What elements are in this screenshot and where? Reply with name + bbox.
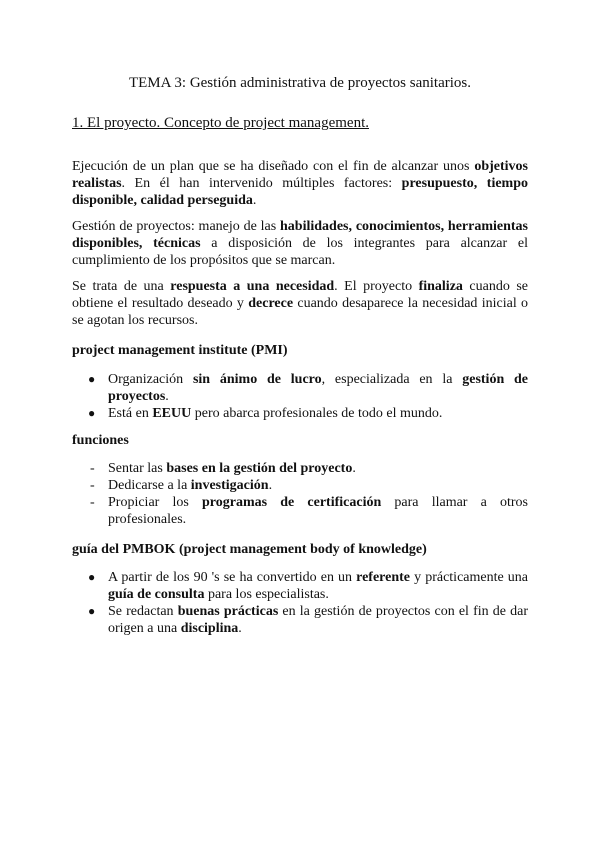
bullet-marker: ● (88, 406, 96, 420)
list-item (72, 569, 528, 603)
list-item (72, 603, 528, 637)
section-title: 1. El proyecto. Concepto de project management. (72, 115, 369, 131)
paragraph-project-definition (72, 158, 528, 209)
text-segment: decrece (248, 296, 294, 311)
pmbok-list (72, 569, 528, 637)
text-segment: cuando desaparece la necesidad inicial o se agotan los recursos. (72, 296, 529, 328)
heading-pmbok: guía del PMBOK (project management body of knowledge) (72, 542, 427, 557)
text-segment: finaliza (418, 279, 463, 294)
text-segment: Se trata de una (72, 279, 171, 294)
item-segment: disciplina (180, 621, 239, 636)
item-segment: y prácticamente una (410, 570, 529, 585)
item-segment: programas de certificación (202, 495, 382, 510)
bullet-marker: ● (88, 604, 96, 618)
item-segment: en la gestión de proyectos con el fin de dar origen a una (108, 604, 528, 636)
item-segment: buenas prácticas (177, 604, 279, 619)
text-segment: a disposición de los integrantes para alcanzar el cumplimiento de los propósitos que se marcan. (72, 236, 528, 268)
list-item (72, 477, 528, 494)
item-segment: pero abarca profesionales de todo el mundo. (191, 406, 443, 421)
item-segment: . (165, 389, 169, 404)
item-segment: . (352, 461, 356, 476)
item-segment: Se redactan (108, 604, 178, 619)
item-segment: EEUU (152, 406, 192, 421)
text-segment: cuando se obtiene el resultado deseado y (72, 279, 528, 311)
bullet-marker: - (90, 495, 95, 510)
bullet-marker: ● (88, 372, 96, 386)
text-segment: objetivos realistas (72, 159, 528, 191)
item-segment: Sentar las (108, 461, 167, 476)
item-segment: , especializada en la (321, 372, 463, 387)
text-segment: respuesta a una necesidad (170, 279, 335, 294)
item-segment: guía de consulta (108, 587, 205, 602)
heading-funciones: funciones (72, 433, 129, 448)
page-title: TEMA 3: Gestión administrativa de proyectos sanitarios. (128, 75, 472, 91)
item-segment: Propiciar los (108, 495, 202, 510)
pmi-list (72, 371, 528, 422)
text-segment: . (252, 193, 257, 208)
item-segment: investigación (190, 478, 269, 493)
item-segment: sin ánimo de lucro (192, 372, 322, 387)
list-item (72, 405, 528, 422)
text-segment: presupuesto, tiempo disponible, calidad perseguida (72, 176, 528, 208)
item-segment: Está en (108, 406, 153, 421)
item-segment: bases en la gestión del proyecto (166, 461, 353, 476)
item-segment: A partir de los 90 's se ha convertido en un (108, 570, 357, 585)
paragraph-project-management (72, 218, 528, 269)
item-segment: para llamar a otros profesionales. (108, 495, 529, 527)
text-segment: habilidades, conocimientos, herramientas disponibles, técnicas (72, 219, 528, 251)
item-segment: . (238, 621, 242, 636)
item-segment: . (268, 478, 273, 493)
text-segment: . En él han intervenido múltiples factores: (121, 176, 402, 191)
bullet-marker: ● (88, 570, 96, 584)
list-item (72, 494, 528, 528)
item-segment: para los especialistas. (204, 587, 329, 602)
funciones-list (72, 460, 528, 528)
heading-pmi: project management institute (PMI) (72, 343, 288, 358)
list-item (72, 460, 528, 477)
text-segment: . El proyecto (334, 279, 419, 294)
text-segment: Ejecución de un plan que se ha diseñado con el fin de alcanzar unos (72, 159, 475, 174)
list-item (72, 371, 528, 405)
item-segment: referente (356, 570, 411, 585)
paragraph-project-need (72, 278, 528, 329)
item-segment: Organización (108, 372, 193, 387)
item-segment: gestión de proyectos (108, 372, 529, 404)
item-segment: Dedicarse a la (108, 478, 191, 493)
bullet-marker: - (90, 461, 95, 476)
text-segment: Gestión de proyectos: manejo de las (72, 219, 281, 234)
bullet-marker: - (90, 478, 95, 493)
